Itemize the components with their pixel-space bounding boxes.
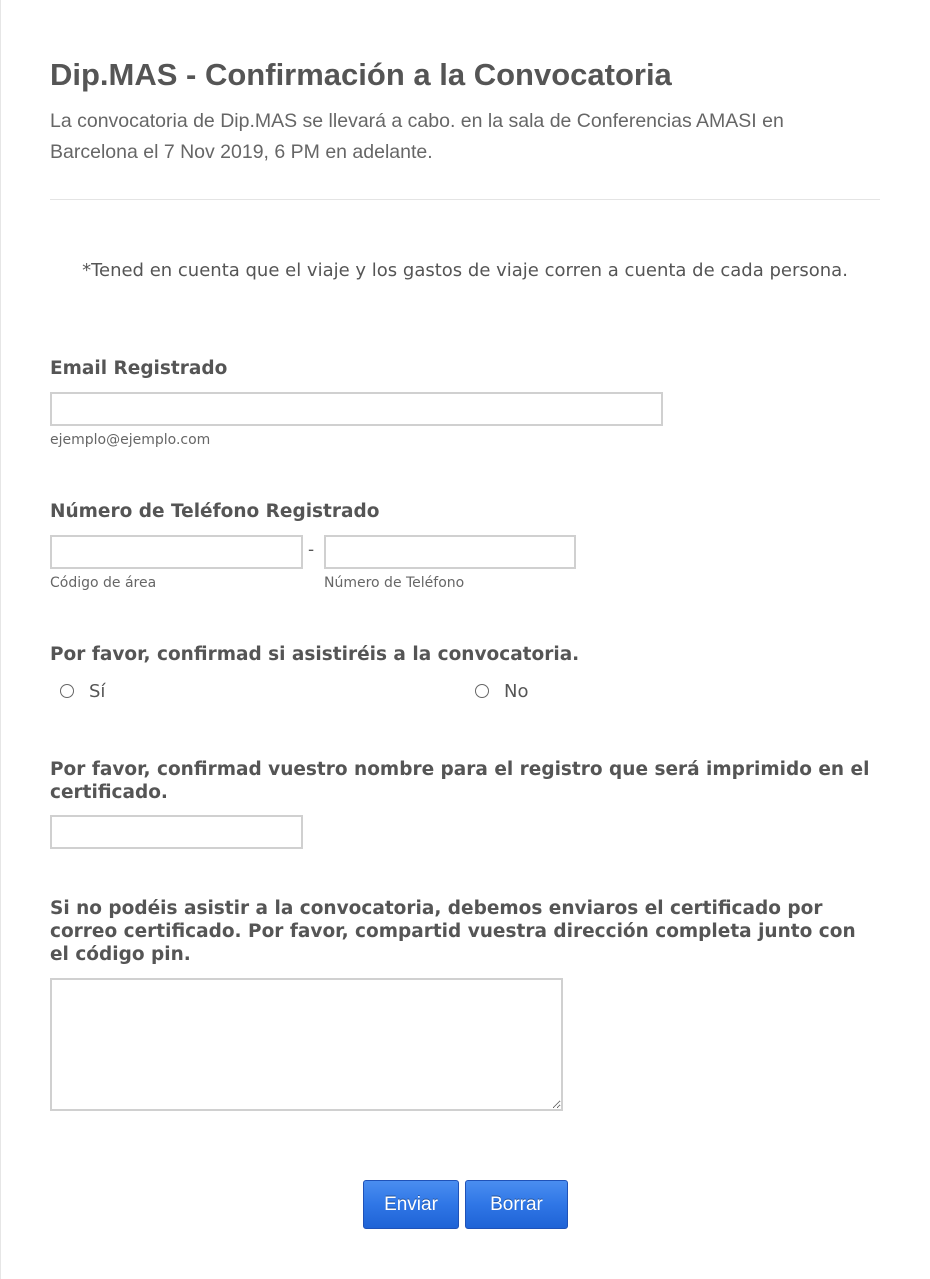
phone-label: Número de Teléfono Registrado [50, 501, 380, 522]
radio-label-no: No [504, 680, 529, 702]
radio-button-si[interactable] [60, 684, 74, 698]
address-label: Si no podéis asistir a la convocatoria, debemos enviaros el certificado por correo certificado. Por favor, compartid vuestra dirección completa junto con el código pin. [50, 898, 856, 965]
phone-number-sublabel: Número de Teléfono [324, 575, 465, 591]
radio-option-no[interactable] [475, 678, 528, 704]
email-sublabel: ejemplo@ejemplo.com [50, 432, 211, 448]
radio-label-si: Sí [89, 680, 106, 702]
phone-number-input[interactable] [324, 535, 576, 569]
address-textarea[interactable] [50, 978, 563, 1111]
email-label: Email Registrado [50, 358, 228, 379]
attendance-label: Por favor, confirmad si asistiréis a la convocatoria. [50, 644, 580, 665]
radio-button-no[interactable] [475, 684, 489, 698]
form-title: Dip.MAS - Confirmación a la Convocatoria [50, 57, 672, 92]
certificate-name-label: Por favor, confirmad vuestro nombre para el registro que será imprimido en el certificado. [50, 759, 870, 803]
area-code-input[interactable] [50, 535, 303, 569]
email-input[interactable] [50, 392, 663, 426]
certificate-name-input[interactable] [50, 815, 303, 849]
header-divider [50, 199, 880, 200]
reset-button[interactable]: Borrar [465, 1180, 568, 1229]
area-code-sublabel: Código de área [50, 575, 157, 591]
radio-option-si[interactable] [60, 678, 105, 704]
page-border [0, 0, 1, 1279]
travel-expenses-note: *Tened en cuenta que el viaje y los gastos de viaje corren a cuenta de cada persona. [82, 260, 848, 281]
phone-separator: - [308, 540, 315, 560]
submit-button[interactable]: Enviar [363, 1180, 459, 1229]
form-subtitle: La convocatoria de Dip.MAS se llevará a cabo. en la sala de Conferencias AMASI en Barcelona el 7 Nov 2019, 6 PM en adelante. [50, 110, 784, 163]
